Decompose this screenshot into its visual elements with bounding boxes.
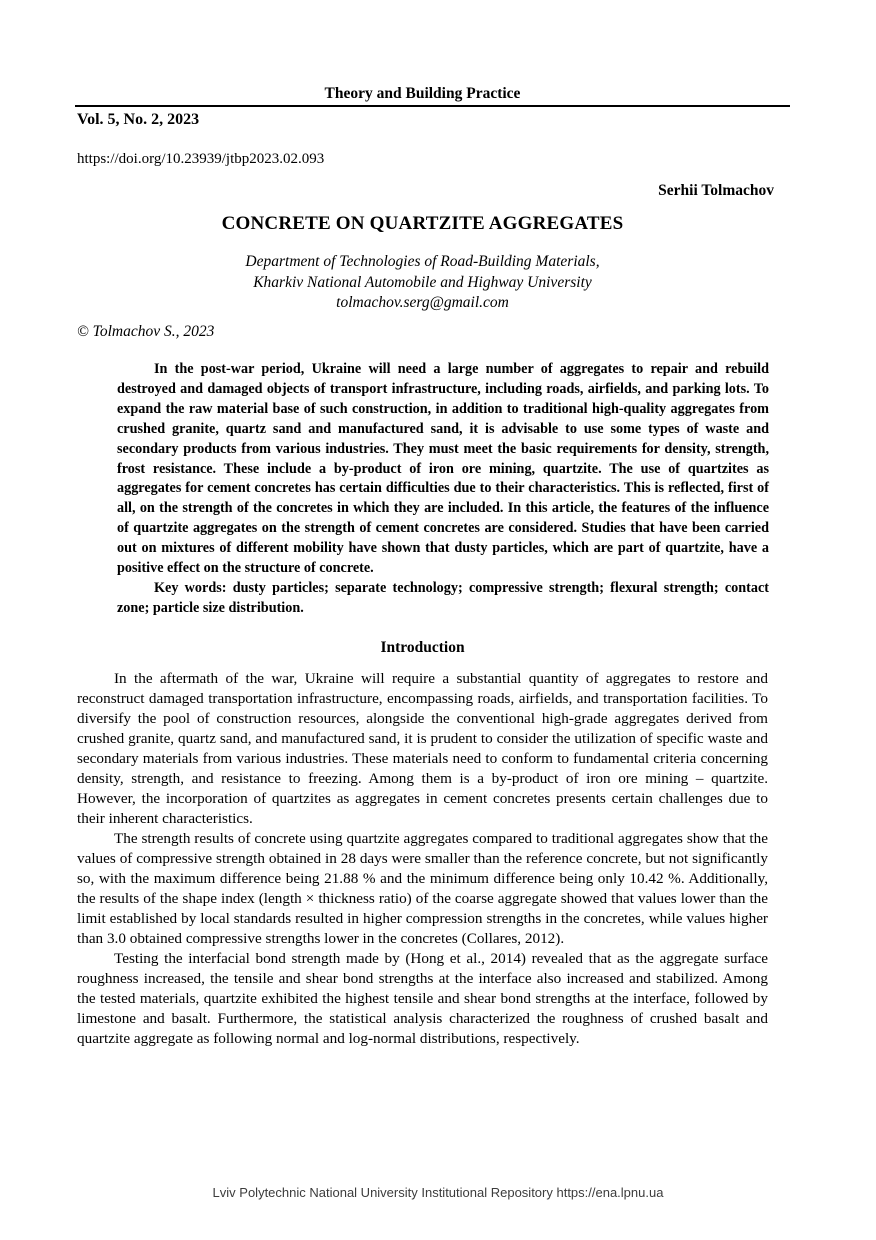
author-email: tolmachov.serg@gmail.com [336,294,509,311]
doi-link: https://doi.org/10.23939/jtbp2023.02.093 [77,151,325,167]
repository-footer: Lviv Polytechnic National University Institutional Repository https://ena.lpnu.ua [212,1185,664,1200]
section-heading-introduction: Introduction [380,639,465,656]
body-paragraph: In the aftermath of the war, Ukraine will require a substantial quantity of aggregates to restore and reconstruct damaged transportation infrastructure, encompassing roads, airfields, and transportation facilities. To diversify the pool of construction resources, alongside the conventional high-grade aggregates derived from crushed granite, quartz sand, and manufactured sand, it is prudent to consider the utilization of specific waste and secondary materials from various industries. These materials need to conform to fundamental criteria concerning density, strength, and resistance to freezing. Among them is a by-product of iron ore mining – quartzite. However, the incorporation of quartzites as aggregates in cement concretes presents certain challenges due to their inherent characteristics. [77,670,768,827]
volume-issue-year: Vol. 5, No. 2, 2023 [77,111,200,128]
header-divider [75,105,790,107]
journal-title: Theory and Building Practice [324,85,521,102]
keywords-text: Key words: dusty particles; separate technology; compressive strength; flexural strength; contact zone; particle size distribution. [117,579,769,616]
affiliation-block [77,252,768,314]
copyright-notice: © Tolmachov S., 2023 [77,323,215,340]
body-paragraph: Testing the interfacial bond strength made by (Hong et al., 2014) revealed that as the aggregate surface roughness increased, the tensile and shear bond strengths at the interface also increased and stabilized. Among the tested materials, quartzite exhibited the highest tensile and shear bond strengths at the interface, followed by limestone and basalt. Furthermore, the statistical analysis characterized the roughness of crushed basalt and quartzite aggregate as following normal and log-normal distributions, respectively. [77,950,768,1047]
introduction-body [77,669,768,1049]
author-name: Serhii Tolmachov [658,182,774,199]
abstract-text: In the post-war period, Ukraine will need a large number of aggregates to repair and rebuild destroyed and damaged objects of transport infrastructure, including roads, airfields, and parking lots. To expand the raw material base of such construction, in addition to traditional high-quality aggregates from crushed granite, quartz sand and manufactured sand, it is advisable to use some types of waste and secondary products from various industries. They must meet the basic requirements for density, strength, frost resistance. These include a by-product of iron ore mining, quartzite. The use of quartzites as aggregates for cement concretes has certain difficulties due to their characteristics. This is reflected, first of all, on the strength of the concretes in which they are included. In this article, the features of the influence of quartzite aggregates on the strength of cement concretes are considered. Studies that have been carried out on mixtures of different mobility have shown that dusty particles, which are part of quartzite, have a positive effect on the structure of concrete. [117,361,769,577]
paper-title: CONCRETE ON QUARTZITE AGGREGATES [221,213,624,234]
abstract-block [117,360,769,619]
affiliation-department: Department of Technologies of Road-Building Materials, [245,253,600,270]
affiliation-university: Kharkiv National Automobile and Highway University [253,273,592,291]
body-paragraph: The strength results of concrete using quartzite aggregates compared to traditional aggregates show that the values of compressive strength obtained in 28 days were smaller than the reference concrete, but not significantly so, with the maximum difference being 21.88 % and the minimum difference being only 10.42 %. Additionally, the results of the shape index (length × thickness ratio) of the coarse aggregate showed that values lower than the limit established by local standards resulted in higher compression strengths in the concretes, while values higher than 3.0 obtained compressive strengths lower in the concretes (Collares, 2012). [77,830,768,947]
